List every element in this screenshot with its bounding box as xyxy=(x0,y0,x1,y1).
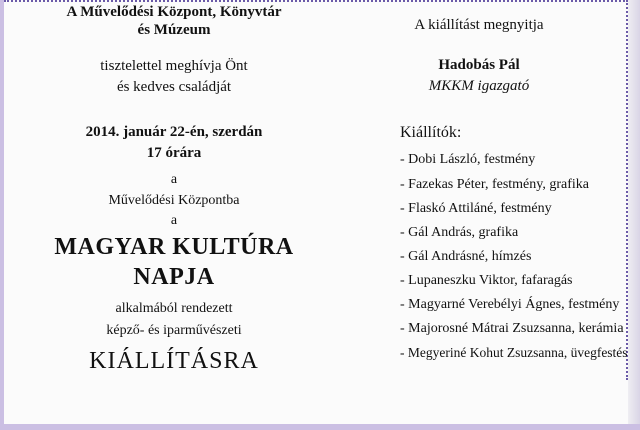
exhibitor-item: - Gál Andrásné, hímzés xyxy=(400,249,532,264)
organizer-line-2: és Múzeum xyxy=(137,22,211,38)
event-time: 17 órára xyxy=(146,145,202,161)
event-venue: Művelődési Központba xyxy=(108,193,240,208)
exhibitor-item: - Lupaneszku Viktor, fafaragás xyxy=(400,273,573,288)
opening-text: A kiállítást megnyitja xyxy=(414,17,544,33)
event-title-line-1: MAGYAR KULTÚRA xyxy=(54,234,294,260)
invite-line-2: és kedves családját xyxy=(116,79,232,95)
opener-name: Hadobás Pál xyxy=(438,57,520,73)
exhibitors-heading: Kiállítók: xyxy=(400,124,462,141)
opener-title: MKKM igazgató xyxy=(428,78,530,94)
invitation-right-panel xyxy=(359,0,639,424)
organizer-line-1: A Művelődési Központ, Könyvtár xyxy=(66,4,282,20)
exhibitor-item: - Dobi László, festmény xyxy=(400,152,536,167)
invitation-sheet xyxy=(4,0,640,424)
connector-a-2: a xyxy=(170,213,178,228)
occasion-line-2: képző- és iparművészeti xyxy=(106,323,242,338)
exhibitor-item: - Majorosné Mátrai Zsuzsanna, kerámia xyxy=(400,321,624,336)
event-title-line-2: NAPJA xyxy=(133,264,215,290)
exhibitor-item: - Fazekas Péter, festmény, grafika xyxy=(400,177,590,192)
exhibitor-item: - Megyeriné Kohut Zsuzsanna, üvegfestés xyxy=(400,345,628,360)
connector-a-1: a xyxy=(170,172,178,187)
invite-line-1: tisztelettel meghívja Önt xyxy=(100,58,248,74)
exhibitor-item: - Magyarné Verebélyi Ágnes, festmény xyxy=(400,297,620,312)
exhibitor-item: - Flaskó Attiláné, festmény xyxy=(400,201,552,216)
occasion-line-1: alkalmából rendezett xyxy=(115,301,233,316)
invitation-left-panel xyxy=(4,0,344,424)
exhibitor-item: - Gál András, grafika xyxy=(400,225,519,240)
exhibition-heading: KIÁLLÍTÁSRA xyxy=(89,348,259,374)
event-date: 2014. január 22-én, szerdán xyxy=(85,124,263,140)
